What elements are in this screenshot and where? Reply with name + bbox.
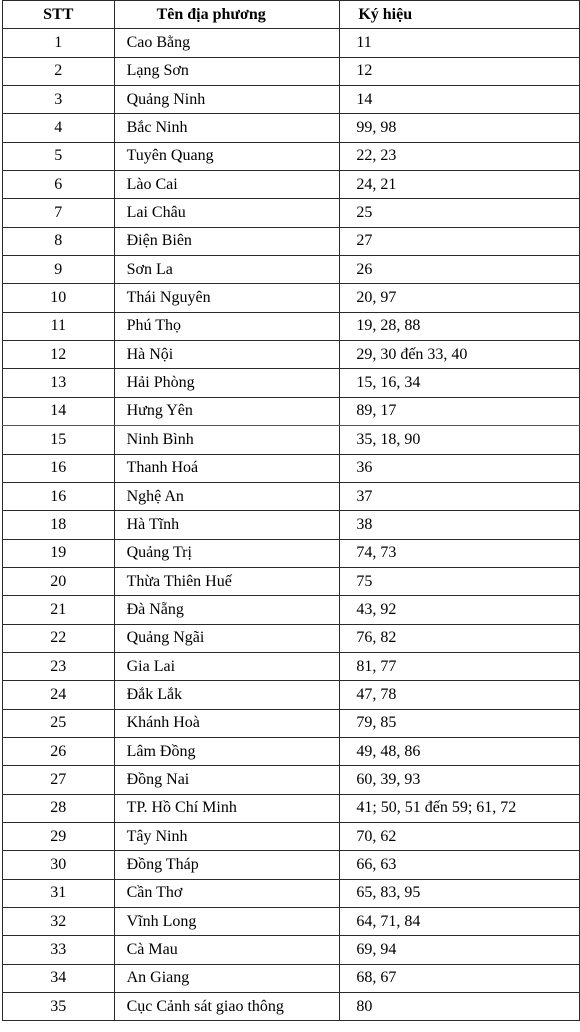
row-name: Đồng Tháp <box>114 851 340 879</box>
row-stt: 9 <box>3 256 115 284</box>
row-name: Tây Ninh <box>114 822 340 850</box>
row-name: Lâm Đồng <box>114 737 340 765</box>
row-code: 70, 62 <box>340 822 580 850</box>
row-code: 66, 63 <box>340 851 580 879</box>
row-name: Gia Lai <box>114 652 340 680</box>
row-code: 22, 23 <box>340 142 580 170</box>
row-name: Thanh Hoá <box>114 454 340 482</box>
row-stt: 33 <box>3 936 115 964</box>
row-code: 27 <box>340 227 580 255</box>
row-name: Vĩnh Long <box>114 908 340 936</box>
table-row <box>3 822 580 850</box>
row-stt: 30 <box>3 851 115 879</box>
row-name: Quảng Trị <box>114 539 340 567</box>
row-name: Nghệ An <box>114 482 340 510</box>
row-code: 89, 17 <box>340 397 580 425</box>
row-stt: 3 <box>3 86 115 114</box>
row-stt: 32 <box>3 908 115 936</box>
row-code: 38 <box>340 511 580 539</box>
table-row <box>3 426 580 454</box>
header-code: Ký hiệu <box>340 1 580 29</box>
row-stt: 7 <box>3 199 115 227</box>
row-name: Điện Biên <box>114 227 340 255</box>
row-stt: 28 <box>3 794 115 822</box>
row-code: 14 <box>340 86 580 114</box>
row-name: Lạng Sơn <box>114 57 340 85</box>
row-stt: 11 <box>3 312 115 340</box>
row-code: 29, 30 đến 33, 40 <box>340 341 580 369</box>
table-row <box>3 539 580 567</box>
row-stt: 22 <box>3 624 115 652</box>
row-name: Thái Nguyên <box>114 284 340 312</box>
row-name: Đà Nẵng <box>114 596 340 624</box>
table-row <box>3 199 580 227</box>
table-row <box>3 737 580 765</box>
row-code: 35, 18, 90 <box>340 426 580 454</box>
row-name: Quảng Ngãi <box>114 624 340 652</box>
row-stt: 34 <box>3 964 115 992</box>
table-row <box>3 964 580 992</box>
table-body <box>3 29 580 1021</box>
row-code: 68, 67 <box>340 964 580 992</box>
table-row <box>3 851 580 879</box>
row-name: Hà Nội <box>114 341 340 369</box>
table-row <box>3 794 580 822</box>
row-code: 65, 83, 95 <box>340 879 580 907</box>
row-code: 25 <box>340 199 580 227</box>
row-name: Cần Thơ <box>114 879 340 907</box>
row-stt: 16 <box>3 482 115 510</box>
table-row <box>3 993 580 1021</box>
row-stt: 18 <box>3 511 115 539</box>
row-stt: 12 <box>3 341 115 369</box>
table-row <box>3 86 580 114</box>
row-name: Khánh Hoà <box>114 709 340 737</box>
row-code: 74, 73 <box>340 539 580 567</box>
row-code: 12 <box>340 57 580 85</box>
row-name: Thừa Thiên Huế <box>114 567 340 595</box>
table-header-row <box>3 1 580 29</box>
row-code: 15, 16, 34 <box>340 369 580 397</box>
row-code: 64, 71, 84 <box>340 908 580 936</box>
table-row <box>3 624 580 652</box>
row-code: 80 <box>340 993 580 1021</box>
row-name: Lào Cai <box>114 171 340 199</box>
table-row <box>3 57 580 85</box>
table-row <box>3 681 580 709</box>
table-row <box>3 369 580 397</box>
table-row <box>3 511 580 539</box>
row-code: 49, 48, 86 <box>340 737 580 765</box>
table-row <box>3 908 580 936</box>
row-stt: 14 <box>3 397 115 425</box>
row-name: TP. Hồ Chí Minh <box>114 794 340 822</box>
row-name: Tuyên Quang <box>114 142 340 170</box>
table-row <box>3 227 580 255</box>
table-row <box>3 284 580 312</box>
row-stt: 31 <box>3 879 115 907</box>
row-stt: 2 <box>3 57 115 85</box>
table-row <box>3 709 580 737</box>
row-code: 81, 77 <box>340 652 580 680</box>
row-name: Hải Phòng <box>114 369 340 397</box>
table-row <box>3 454 580 482</box>
row-code: 20, 97 <box>340 284 580 312</box>
row-name: Phú Thọ <box>114 312 340 340</box>
row-stt: 1 <box>3 29 115 57</box>
row-stt: 15 <box>3 426 115 454</box>
row-name: Đồng Nai <box>114 766 340 794</box>
row-code: 24, 21 <box>340 171 580 199</box>
table-row <box>3 29 580 57</box>
row-code: 26 <box>340 256 580 284</box>
row-stt: 20 <box>3 567 115 595</box>
row-name: An Giang <box>114 964 340 992</box>
row-stt: 21 <box>3 596 115 624</box>
row-stt: 13 <box>3 369 115 397</box>
row-code: 37 <box>340 482 580 510</box>
row-name: Hưng Yên <box>114 397 340 425</box>
row-stt: 8 <box>3 227 115 255</box>
header-stt: STT <box>3 1 115 29</box>
row-stt: 27 <box>3 766 115 794</box>
table-row <box>3 256 580 284</box>
table-row <box>3 171 580 199</box>
row-name: Ninh Bình <box>114 426 340 454</box>
row-name: Hà Tĩnh <box>114 511 340 539</box>
row-stt: 29 <box>3 822 115 850</box>
table-row <box>3 341 580 369</box>
row-code: 47, 78 <box>340 681 580 709</box>
row-code: 43, 92 <box>340 596 580 624</box>
row-name: Cà Mau <box>114 936 340 964</box>
row-code: 75 <box>340 567 580 595</box>
row-name: Đắk Lắk <box>114 681 340 709</box>
row-name: Cao Bằng <box>114 29 340 57</box>
row-code: 79, 85 <box>340 709 580 737</box>
row-name: Bắc Ninh <box>114 114 340 142</box>
row-code: 76, 82 <box>340 624 580 652</box>
row-stt: 25 <box>3 709 115 737</box>
row-code: 11 <box>340 29 580 57</box>
row-code: 36 <box>340 454 580 482</box>
row-name: Lai Châu <box>114 199 340 227</box>
row-name: Quảng Ninh <box>114 86 340 114</box>
row-stt: 10 <box>3 284 115 312</box>
table-row <box>3 397 580 425</box>
row-stt: 5 <box>3 142 115 170</box>
row-stt: 24 <box>3 681 115 709</box>
row-name: Sơn La <box>114 256 340 284</box>
table-row <box>3 936 580 964</box>
row-name: Cục Cảnh sát giao thông <box>114 993 340 1021</box>
table-row <box>3 766 580 794</box>
row-stt: 16 <box>3 454 115 482</box>
row-stt: 6 <box>3 171 115 199</box>
row-stt: 35 <box>3 993 115 1021</box>
row-stt: 23 <box>3 652 115 680</box>
row-stt: 19 <box>3 539 115 567</box>
plate-code-table <box>2 0 580 1021</box>
table-row <box>3 482 580 510</box>
table-row <box>3 114 580 142</box>
row-code: 99, 98 <box>340 114 580 142</box>
row-code: 19, 28, 88 <box>340 312 580 340</box>
table-row <box>3 142 580 170</box>
table-row <box>3 596 580 624</box>
row-stt: 4 <box>3 114 115 142</box>
row-code: 60, 39, 93 <box>340 766 580 794</box>
table-row <box>3 312 580 340</box>
row-code: 69, 94 <box>340 936 580 964</box>
table-row <box>3 879 580 907</box>
table-row <box>3 652 580 680</box>
table-row <box>3 567 580 595</box>
row-stt: 26 <box>3 737 115 765</box>
header-name: Tên địa phương <box>114 1 340 29</box>
row-code: 41; 50, 51 đến 59; 61, 72 <box>340 794 580 822</box>
